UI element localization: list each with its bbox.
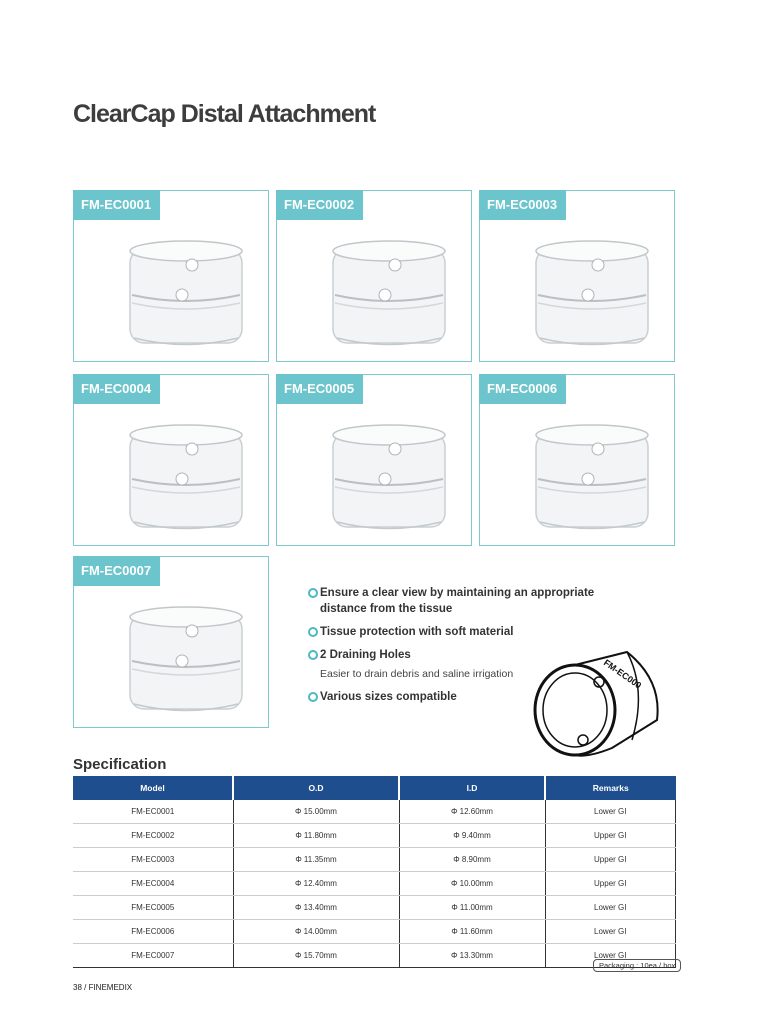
bullet-icon bbox=[308, 650, 318, 660]
feature-subtext: Easier to drain debris and saline irrigation bbox=[320, 668, 514, 680]
product-card bbox=[276, 374, 472, 546]
table-row bbox=[73, 920, 676, 944]
table-cell: Φ 12.40mm bbox=[233, 872, 399, 896]
table-cell: FM-EC0002 bbox=[73, 824, 233, 848]
table-cell: FM-EC0003 bbox=[73, 848, 233, 872]
table-cell: Φ 11.80mm bbox=[233, 824, 399, 848]
product-model-tag: FM-EC0005 bbox=[276, 374, 363, 404]
cap-line-drawing bbox=[527, 640, 667, 760]
cap-photo-icon bbox=[530, 233, 654, 353]
drawing-label: FM-EC000 bbox=[601, 657, 644, 691]
cap-photo-icon bbox=[124, 599, 248, 719]
cap-photo-icon bbox=[327, 417, 451, 537]
product-card bbox=[73, 556, 269, 728]
product-card bbox=[276, 190, 472, 362]
table-cell: Φ 15.00mm bbox=[233, 800, 399, 824]
table-cell: Upper GI bbox=[545, 872, 676, 896]
col-header: Remarks bbox=[545, 776, 676, 800]
feature-item: Ensure a clear view by maintaining an appropriate distance from the tissue bbox=[308, 585, 608, 617]
product-model-tag: FM-EC0006 bbox=[479, 374, 566, 404]
table-cell: Lower GI bbox=[545, 896, 676, 920]
product-model-tag: FM-EC0004 bbox=[73, 374, 160, 404]
table-cell: FM-EC0004 bbox=[73, 872, 233, 896]
table-row bbox=[73, 872, 676, 896]
table-cell: Upper GI bbox=[545, 848, 676, 872]
page-title: ClearCap Distal Attachment bbox=[73, 100, 376, 128]
table-cell: Φ 8.90mm bbox=[399, 848, 545, 872]
product-model-tag: FM-EC0001 bbox=[73, 190, 160, 220]
table-cell: Lower GI bbox=[545, 920, 676, 944]
table-cell: Φ 11.35mm bbox=[233, 848, 399, 872]
bullet-icon bbox=[308, 627, 318, 637]
product-model-tag: FM-EC0007 bbox=[73, 556, 160, 586]
spec-title: Specification bbox=[73, 756, 167, 773]
table-cell: Lower GI bbox=[545, 944, 676, 968]
feature-item: Tissue protection with soft material bbox=[308, 624, 608, 640]
table-cell: Upper GI bbox=[545, 824, 676, 848]
table-cell: Φ 15.70mm bbox=[233, 944, 399, 968]
spec-header-row bbox=[73, 776, 676, 800]
table-row bbox=[73, 800, 676, 824]
table-cell: Φ 9.40mm bbox=[399, 824, 545, 848]
col-header: Model bbox=[73, 776, 233, 800]
table-row bbox=[73, 848, 676, 872]
table-cell: Φ 12.60mm bbox=[399, 800, 545, 824]
cap-photo-icon bbox=[530, 417, 654, 537]
cap-photo-icon bbox=[327, 233, 451, 353]
cap-photo-icon bbox=[124, 417, 248, 537]
product-model-tag: FM-EC0002 bbox=[276, 190, 363, 220]
bullet-icon bbox=[308, 692, 318, 702]
col-header: O.D bbox=[233, 776, 399, 800]
table-cell: FM-EC0001 bbox=[73, 800, 233, 824]
product-card bbox=[479, 374, 675, 546]
product-card bbox=[73, 190, 269, 362]
bullet-icon bbox=[308, 588, 318, 598]
table-cell: Φ 13.30mm bbox=[399, 944, 545, 968]
product-card bbox=[73, 374, 269, 546]
table-cell: Φ 11.60mm bbox=[399, 920, 545, 944]
table-row bbox=[73, 896, 676, 920]
feature-item: Various sizes compatible bbox=[308, 689, 608, 705]
table-cell: Φ 13.40mm bbox=[233, 896, 399, 920]
table-cell: Φ 14.00mm bbox=[233, 920, 399, 944]
page-footer: 38 / FINEMEDIX bbox=[73, 983, 133, 992]
product-card bbox=[479, 190, 675, 362]
table-cell: Φ 10.00mm bbox=[399, 872, 545, 896]
table-row bbox=[73, 824, 676, 848]
table-cell: FM-EC0007 bbox=[73, 944, 233, 968]
cap-photo-icon bbox=[124, 233, 248, 353]
table-cell: FM-EC0005 bbox=[73, 896, 233, 920]
feature-item: 2 Draining Holes Easier to drain debris and saline irrigation bbox=[308, 647, 608, 682]
table-cell: FM-EC0006 bbox=[73, 920, 233, 944]
packaging-note: Packaging : 10ea / box bbox=[593, 959, 681, 972]
product-model-tag: FM-EC0003 bbox=[479, 190, 566, 220]
table-cell: Lower GI bbox=[545, 800, 676, 824]
table-cell: Φ 11.00mm bbox=[399, 896, 545, 920]
col-header: I.D bbox=[399, 776, 545, 800]
table-row bbox=[73, 944, 676, 968]
spec-table bbox=[73, 776, 676, 968]
